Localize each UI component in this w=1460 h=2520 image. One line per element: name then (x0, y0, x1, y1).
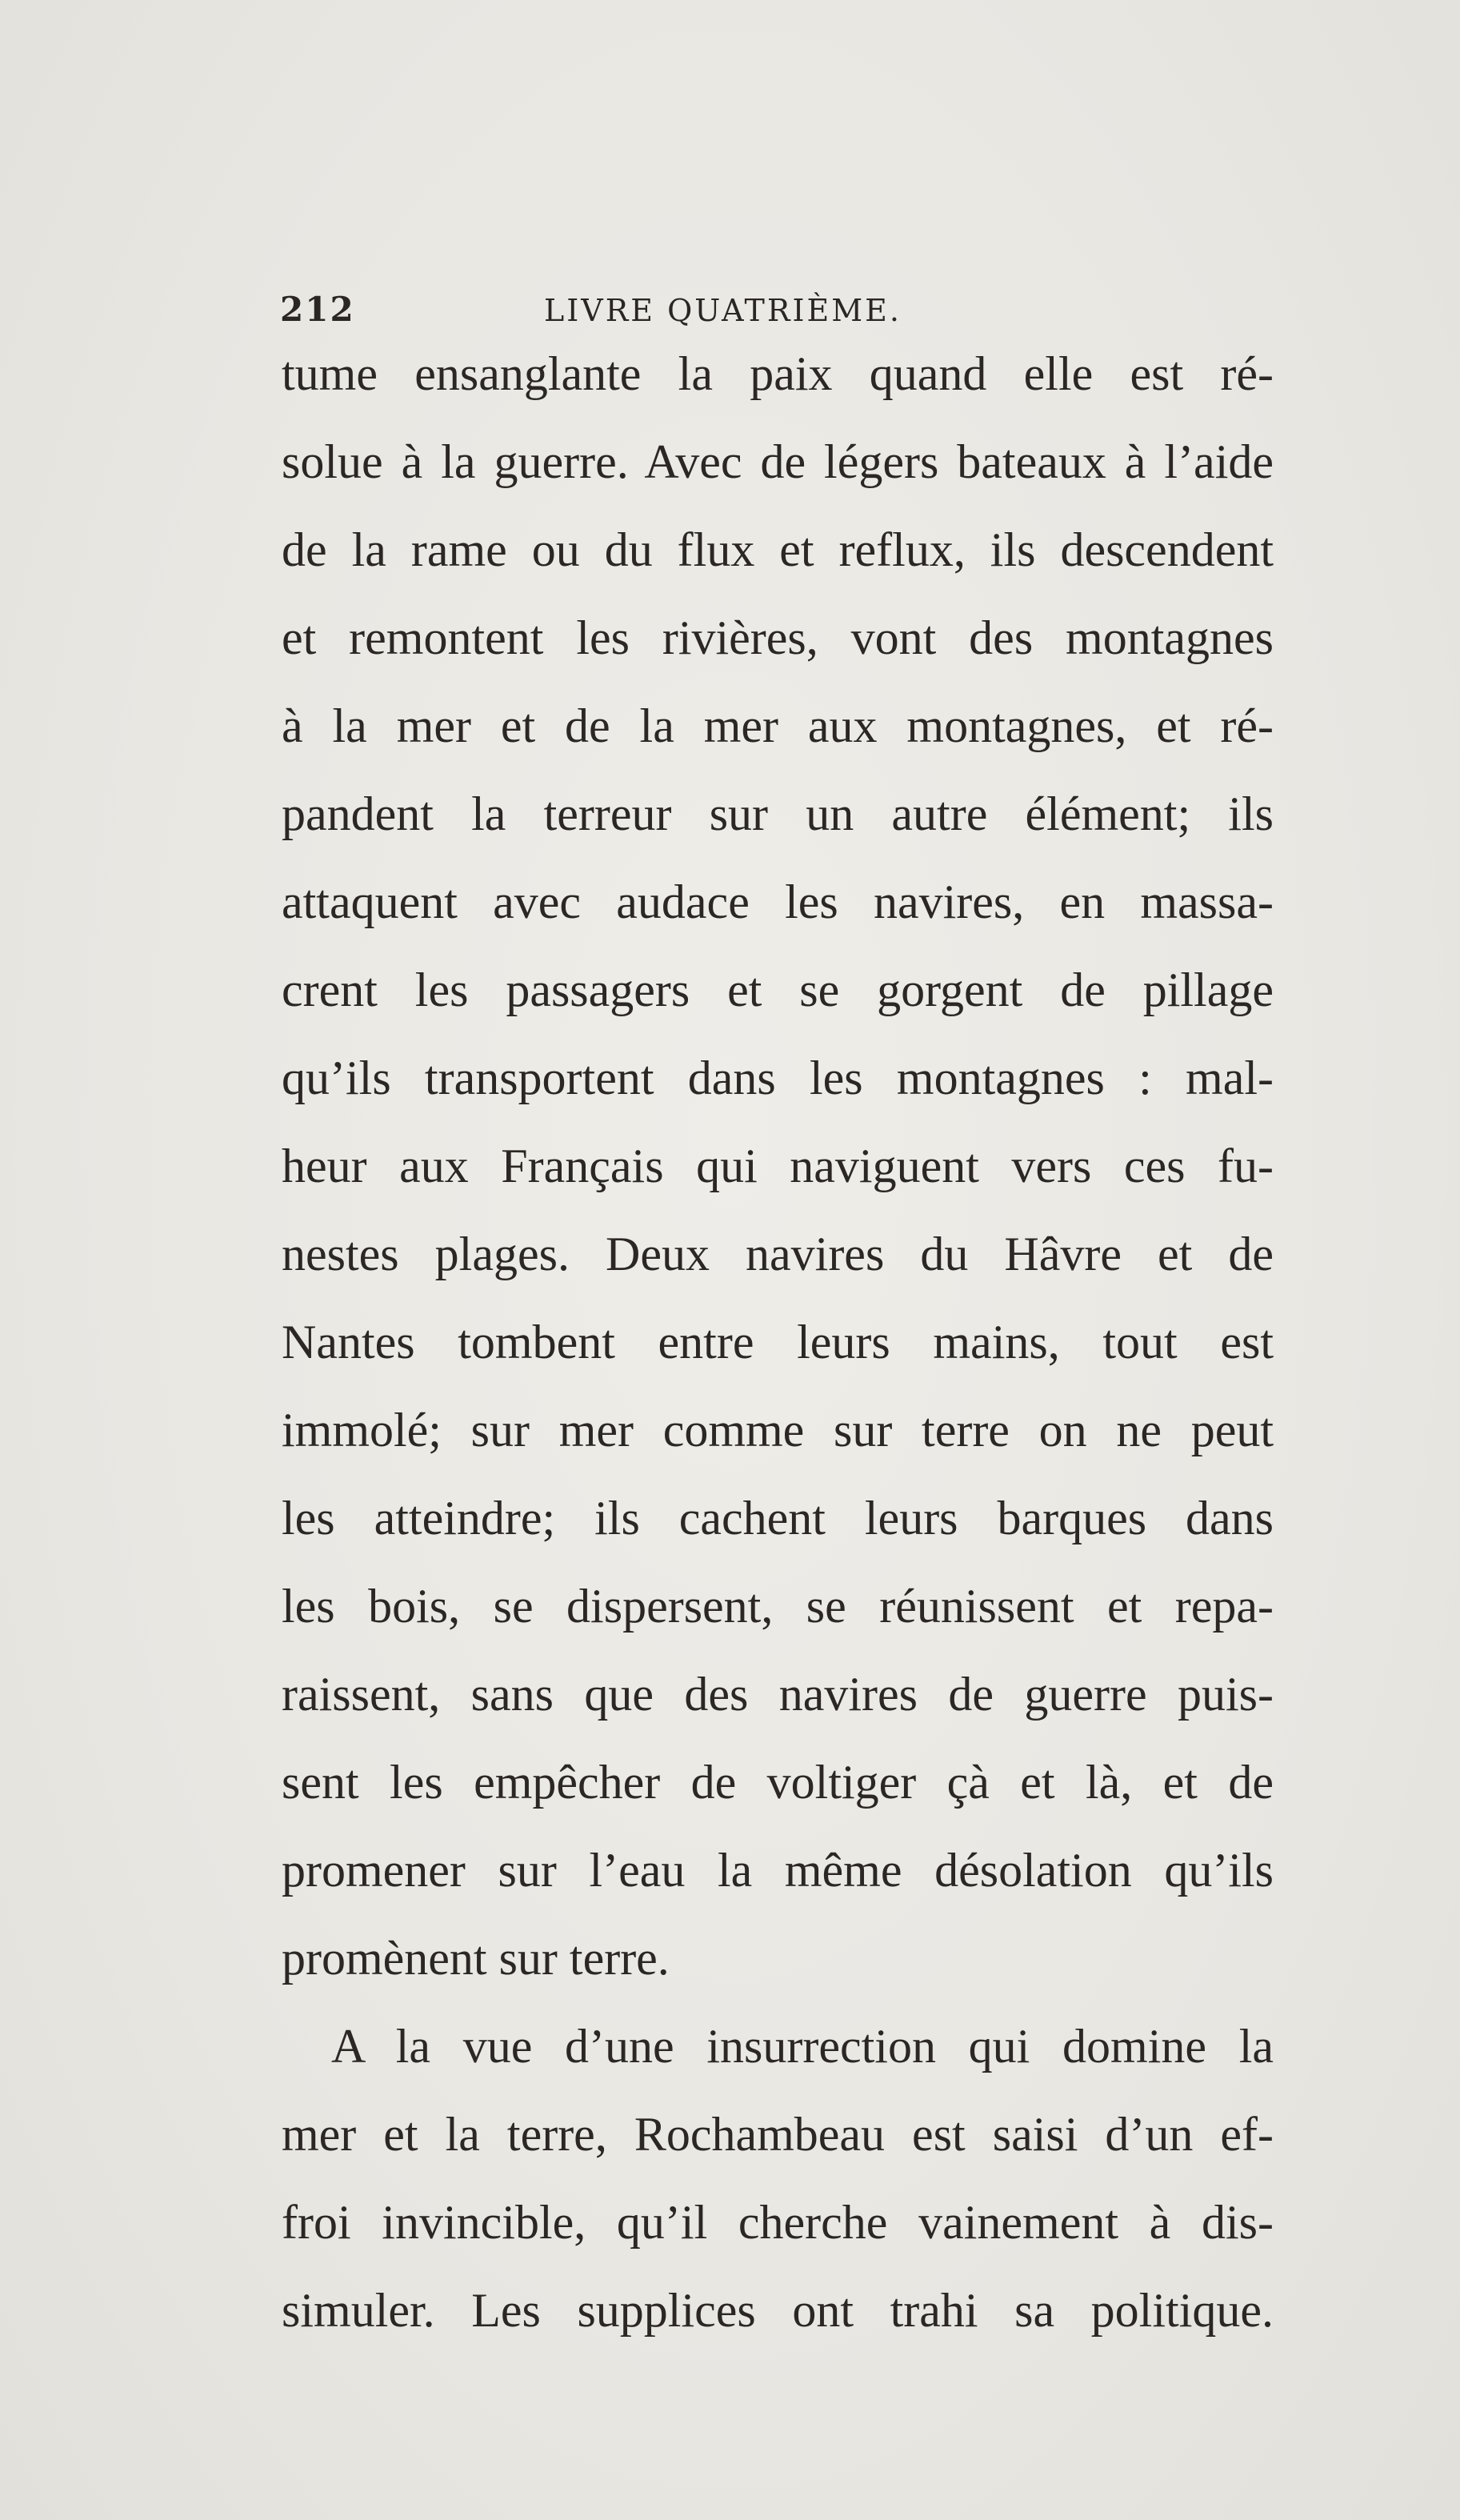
text-line: les atteindre; ils cachent leurs barques dans (282, 1492, 1274, 1544)
text-line: crent les passagers et se gorgent de pillage (282, 964, 1274, 1016)
text-line: simuler. Les supplices ont trahi sa politique. (282, 2284, 1274, 2337)
text-line: tume ensanglante la paix quand elle est ré- (282, 347, 1274, 400)
text-line: raissent, sans que des navires de guerre puis- (282, 1668, 1274, 1721)
text-line: Nantes tombent entre leurs mains, tout est (282, 1316, 1274, 1368)
text-line: froi invincible, qu’il cherche vainement à dis- (282, 2196, 1274, 2249)
text-line: immolé; sur mer comme sur terre on ne peut (282, 1404, 1274, 1456)
text-line: sent les empêcher de voltiger çà et là, et de (282, 1756, 1274, 1809)
body-text (282, 330, 1274, 2354)
text-line: attaquent avec audace les navires, en massa- (282, 875, 1274, 928)
text-line: promener sur l’eau la même désolation qu’ils (282, 1844, 1274, 1897)
paragraph-start-line: A la vue d’une insurrection qui domine la (331, 2020, 1274, 2073)
text-line: de la rame ou du flux et reflux, ils descendent (282, 523, 1274, 576)
text-line: à la mer et de la mer aux montagnes, et ré- (282, 699, 1274, 752)
text-line: solue à la guerre. Avec de légers bateaux à l’aide (282, 435, 1274, 488)
text-line: et remontent les rivières, vont des montagnes (282, 611, 1274, 664)
paragraph-end-line: promènent sur terre. (282, 1932, 670, 1985)
text-line: qu’ils transportent dans les montagnes : mal- (282, 1052, 1274, 1104)
text-line: mer et la terre, Rochambeau est saisi d’un ef- (282, 2108, 1274, 2161)
running-title: LIVRE QUATRIÈME. (544, 293, 902, 328)
text-line: les bois, se dispersent, se réunissent et repa- (282, 1580, 1274, 1633)
text-line: heur aux Français qui naviguent vers ces fu- (282, 1140, 1274, 1192)
text-line: pandent la terreur sur un autre élément; ils (282, 787, 1274, 840)
text-line: nestes plages. Deux navires du Hâvre et de (282, 1228, 1274, 1280)
page-number: 212 (280, 290, 355, 329)
